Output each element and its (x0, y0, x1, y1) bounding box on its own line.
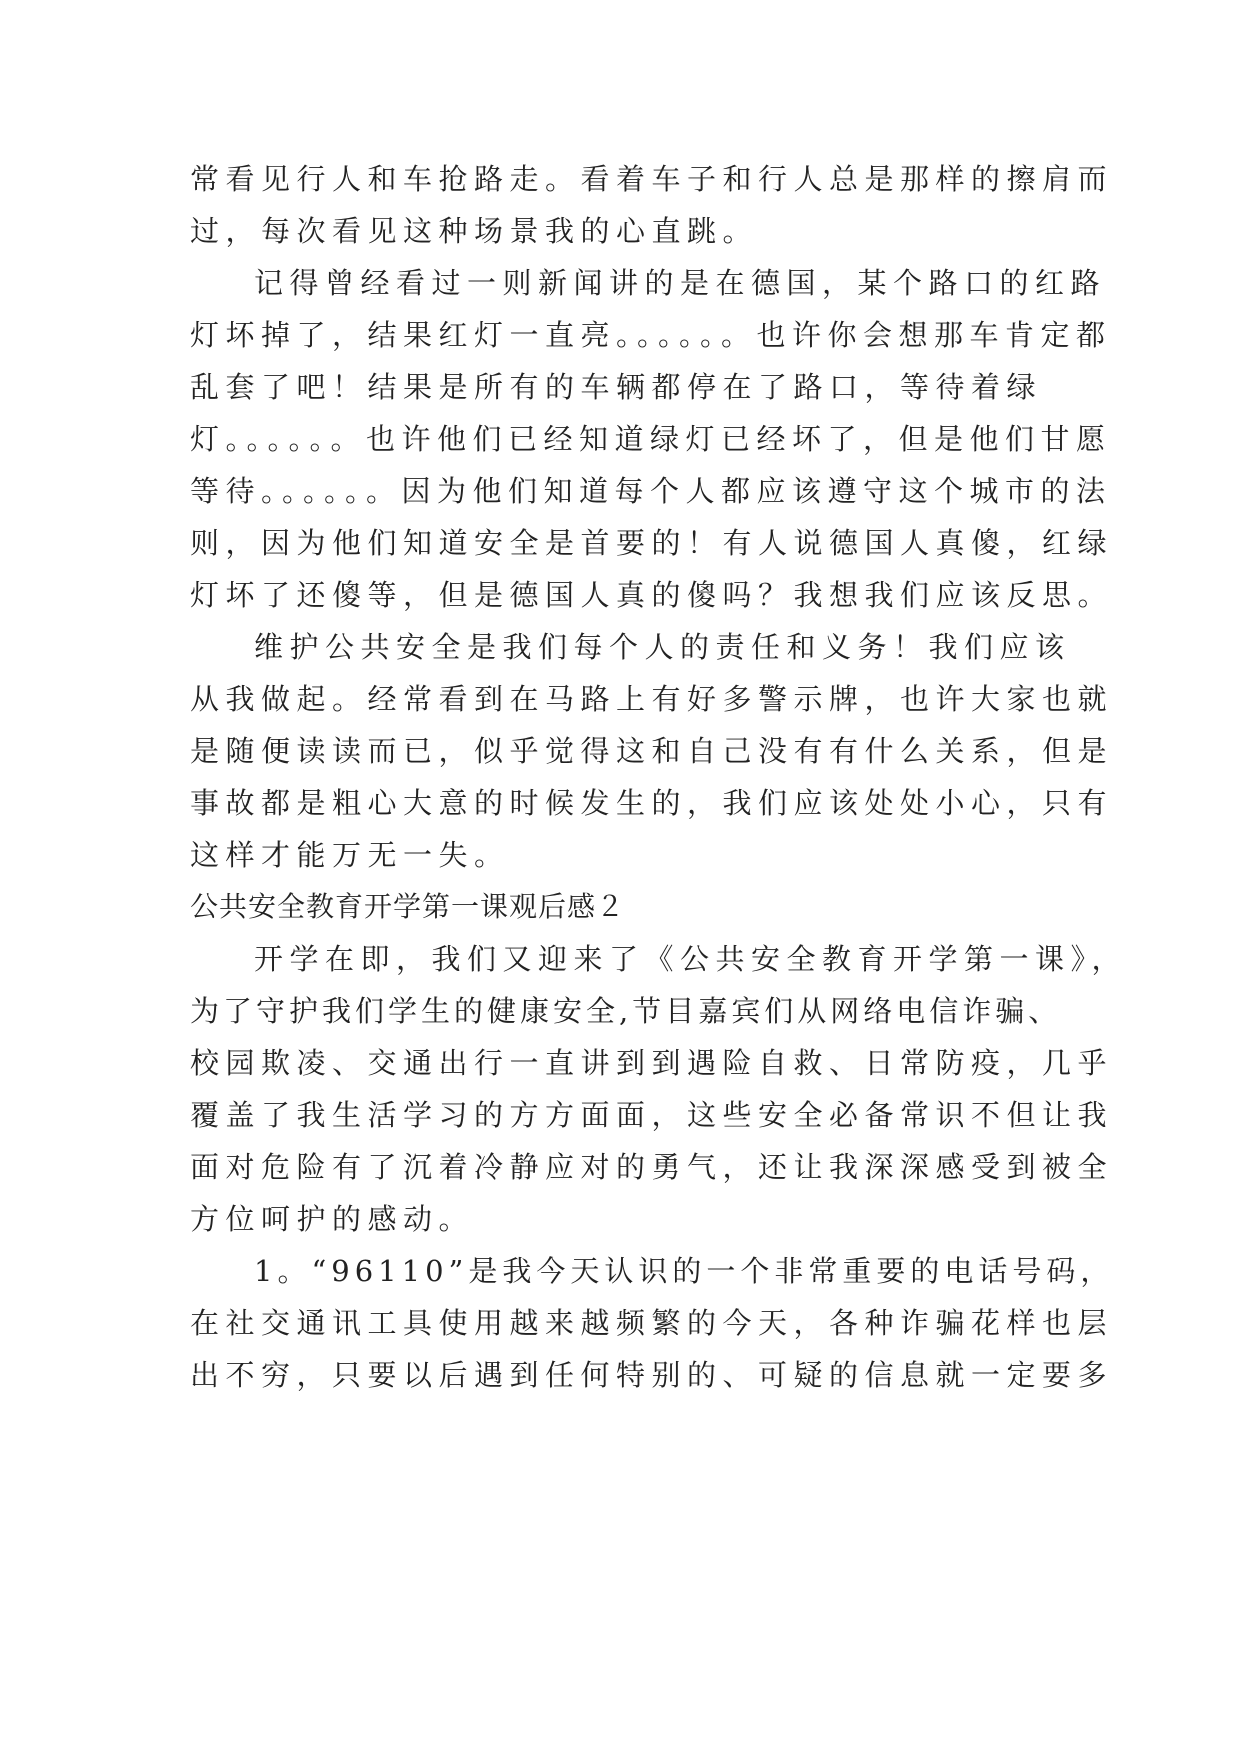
paragraph-4-line-5: 面对危险有了沉着冷静应对的勇气，还让我深深感受到被全 (190, 1150, 1114, 1184)
section-heading: 公共安全教育开学第一课观后感２ (190, 890, 626, 923)
paragraph-3-line-4: 事故都是粗心大意的时候发生的，我们应该处处小心，只有 (190, 786, 1114, 820)
paragraph-2-line-2: 灯坏掉了，结果红灯一直亮。。。。。。也许你会想那车肯定都 (190, 318, 1112, 352)
paragraph-4-line-1: 开学在即，我们又迎来了《公共安全教育开学第一课》， (254, 942, 1128, 976)
paragraph-5-line-2: 在社交通讯工具使用越来越频繁的今天，各种诈骗花样也层 (190, 1306, 1114, 1340)
paragraph-1-line-2: 过，每次看见这种场景我的心直跳。 (190, 214, 759, 248)
paragraph-2-line-1: 记得曾经看过一则新闻讲的是在德国，某个路口的红路 (254, 266, 1107, 300)
paragraph-3-line-3: 是随便读读而已，似乎觉得这和自己没有有什么关系，但是 (190, 734, 1114, 768)
paragraph-4-line-4: 覆盖了我生活学习的方方面面，这些安全必备常识不但让我 (190, 1098, 1114, 1132)
paragraph-2-line-3: 乱套了吧！结果是所有的车辆都停在了路口，等待着绿 (190, 370, 1043, 404)
paragraph-2-line-7: 灯坏了还傻等，但是德国人真的傻吗？我想我们应该反思。 (190, 578, 1114, 612)
paragraph-4-line-6: 方位呵护的感动。 (190, 1202, 475, 1236)
paragraph-3-line-5: 这样才能万无一失。 (190, 838, 510, 872)
paragraph-5-line-1: 1。“96110”是我今天认识的一个非常重要的电话号码， (254, 1254, 1115, 1288)
paragraph-2-line-6: 则，因为他们知道安全是首要的！有人说德国人真傻，红绿 (190, 526, 1114, 560)
paragraph-3-line-2: 从我做起。经常看到在马路上有好多警示牌，也许大家也就 (190, 682, 1114, 716)
paragraph-4-line-2: 为了守护我们学生的健康安全,节目嘉宾们从网络电信诈骗、 (190, 994, 1062, 1028)
paragraph-2-line-4: 灯。。。。。。也许他们已经知道绿灯已经坏了，但是他们甘愿 (190, 422, 1112, 456)
paragraph-1-line-1: 常看见行人和车抢路走。看着车子和行人总是那样的擦肩而 (190, 162, 1114, 196)
paragraph-2-line-5: 等待。。。。。。因为他们知道每个人都应该遵守这个城市的法 (190, 474, 1112, 508)
paragraph-4-line-3: 校园欺凌、交通出行一直讲到到遇险自救、日常防疫，几乎 (190, 1046, 1114, 1080)
paragraph-5-line-3: 出不穷，只要以后遇到任何特别的、可疑的信息就一定要多 (190, 1358, 1114, 1392)
paragraph-3-line-1: 维护公共安全是我们每个人的责任和义务！我们应该 (254, 630, 1071, 664)
